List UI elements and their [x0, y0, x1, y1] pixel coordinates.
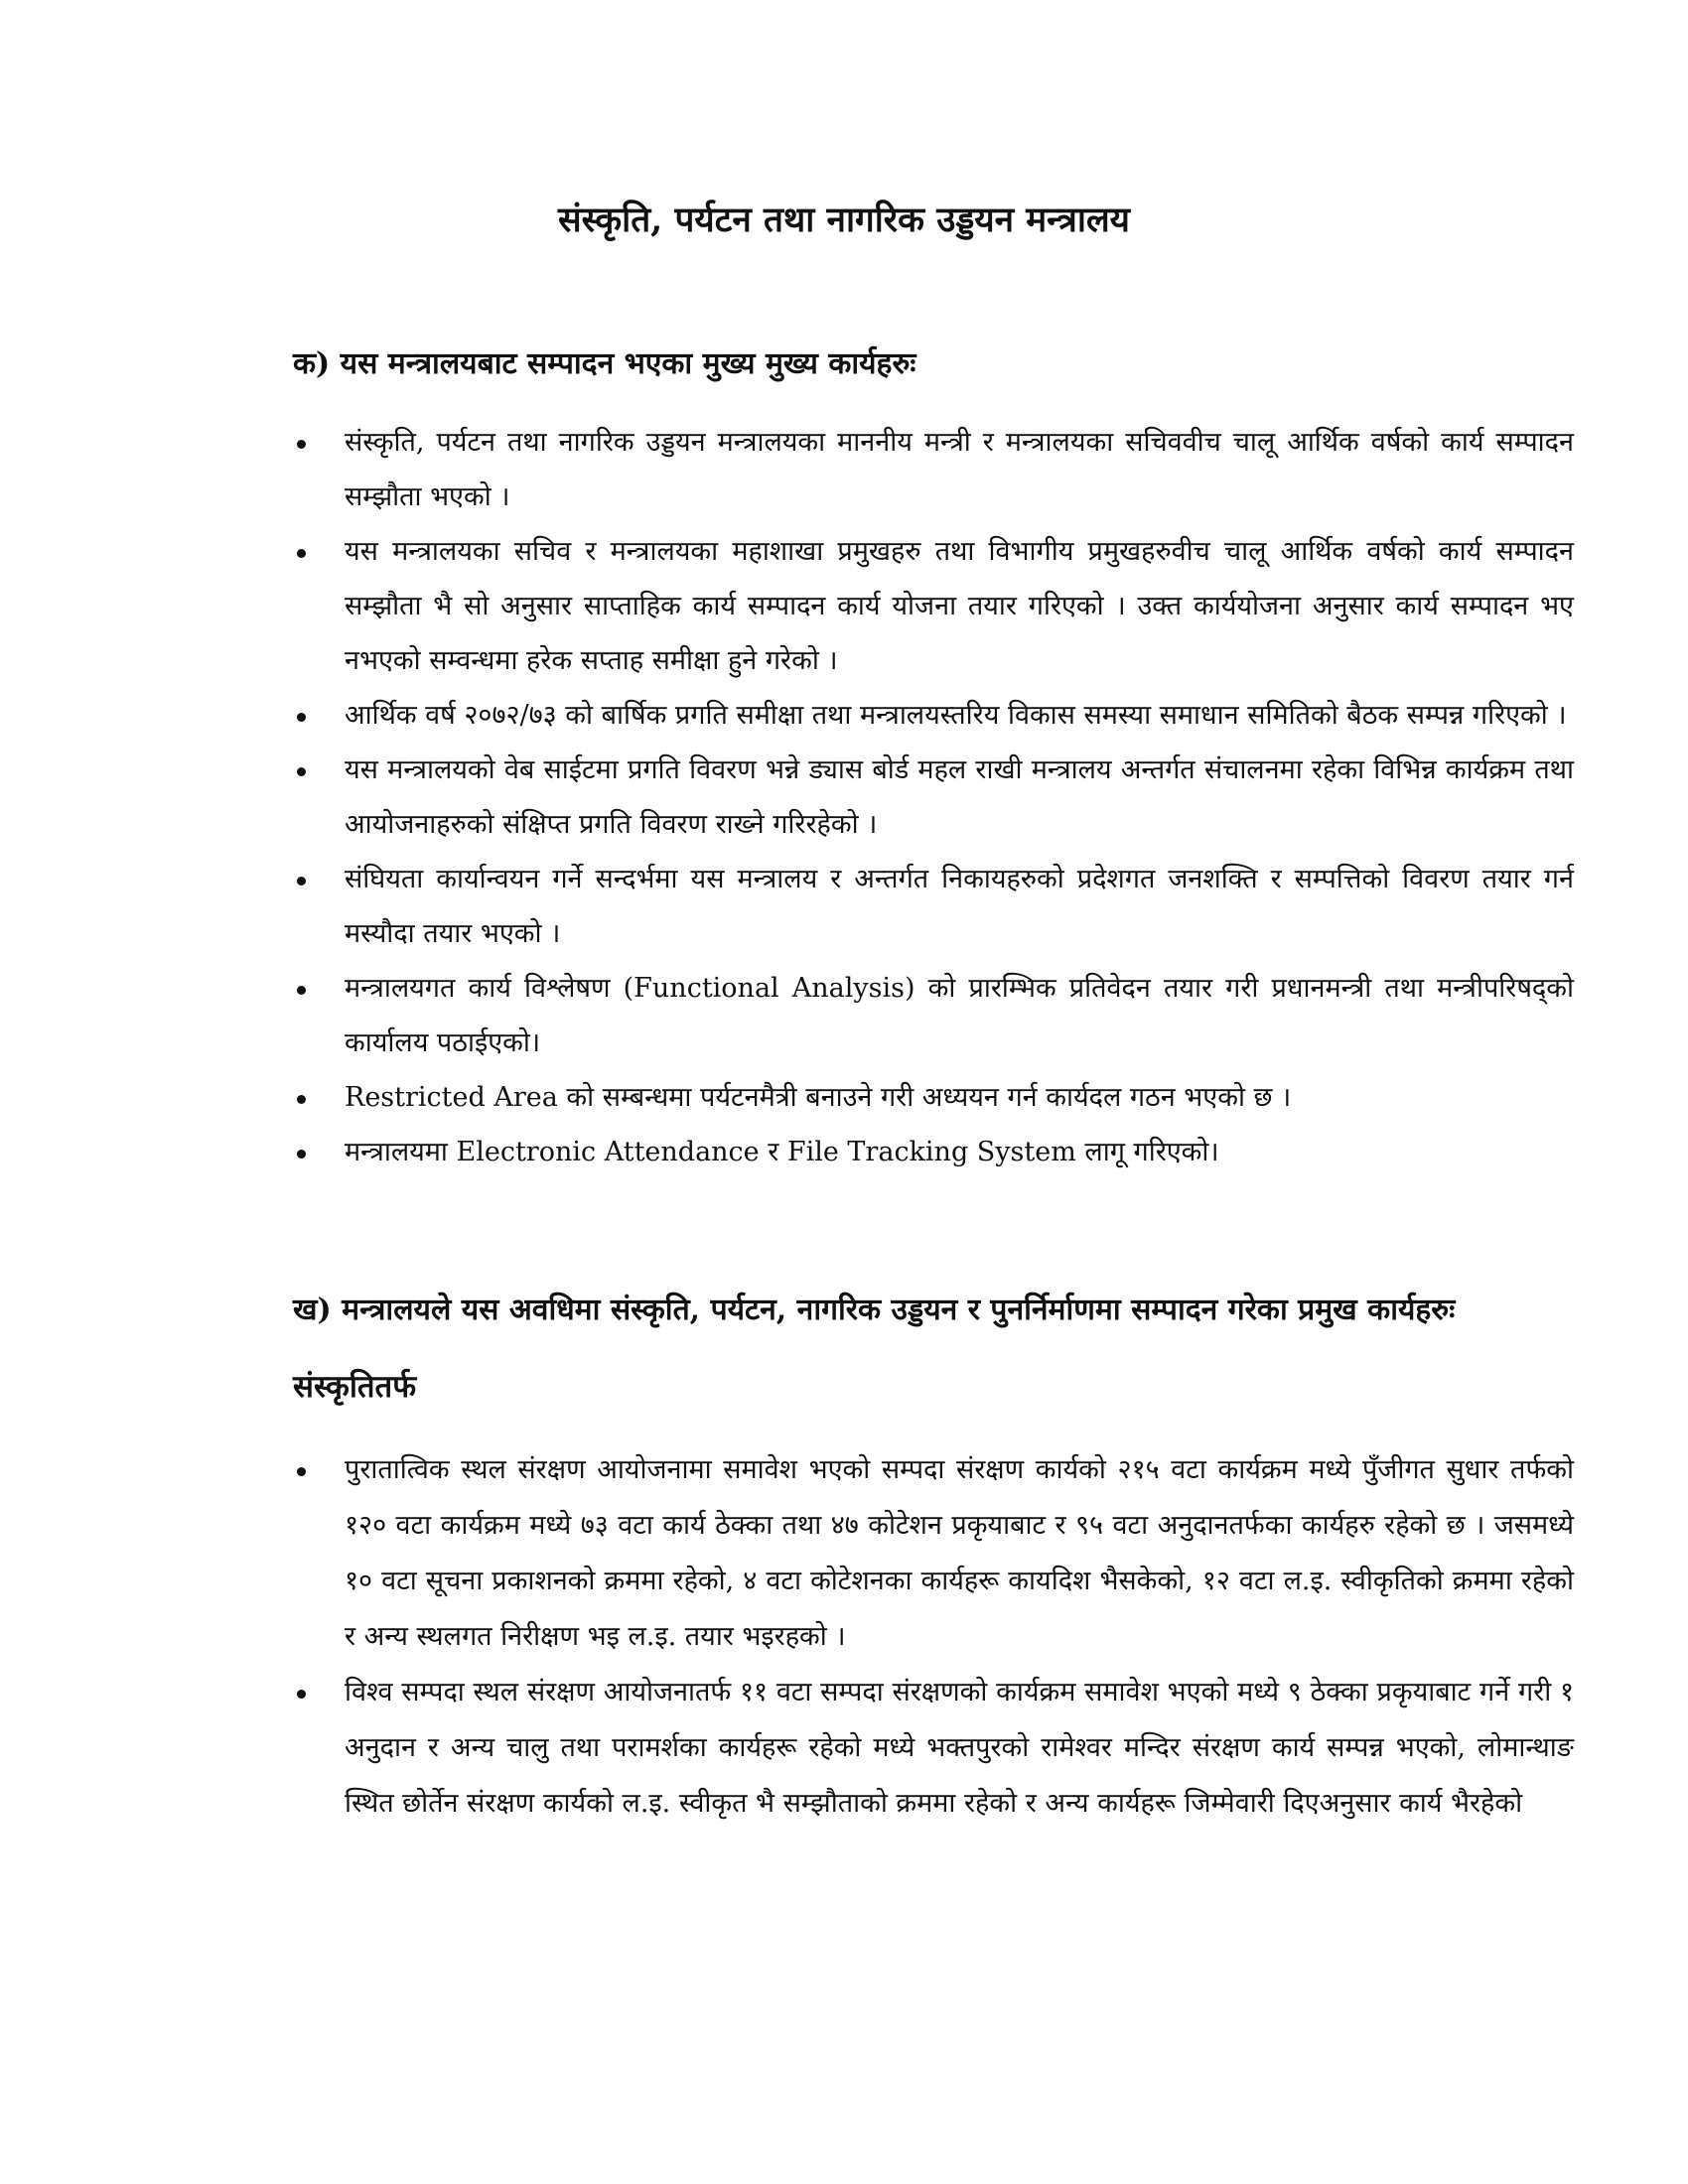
- list-item: [293, 1665, 1574, 1832]
- page-title: संस्कृति, पर्यटन तथा नागरिक उड्डयन मन्त्रालय: [558, 200, 1130, 240]
- list-item-text: मन्त्रालयमा Electronic Attendance र File Tracking System लागू गरिएको।: [345, 1137, 1219, 1167]
- list-item-text: संस्कृति, पर्यटन तथा नागरिक उड्डयन मन्त्रालयका माननीय मन्त्री र मन्त्रालयका सचिववीच चालू आर्थिक वर्षको कार्य सम्पादन सम्झौता भएको ।: [345, 427, 1574, 512]
- bullet-icon: [297, 767, 306, 776]
- bullet-icon: [297, 877, 306, 886]
- list-item: [293, 1442, 1574, 1665]
- bullet-icon: [297, 549, 306, 558]
- bullet-icon: [297, 986, 306, 995]
- list-item: [293, 961, 1574, 1070]
- list-item-text: Restricted Area को सम्बन्धमा पर्यटनमैत्री बनाउने गरी अध्ययन गर्न कार्यदल गठन भएको छ ।: [345, 1082, 1292, 1113]
- list-item-text: संघियता कार्यान्वयन गर्ने सन्दर्भमा यस मन्त्रालय र अन्तर्गत निकायहरुको प्रदेशगत जनशक्ति र सम्पत्तिको विवरण तयार गर्न मस्यौदा तयार भएको ।: [345, 864, 1574, 949]
- list-item-text: यस मन्त्रालयको वेब साईटमा प्रगति विवरण भन्ने ड्यास बोर्ड महल राखी मन्त्रालय अन्तर्गत संचालनमा रहेका विभिन्न कार्यक्रम तथा आयोजनाहरुको संक्षिप्त प्रगति विवरण राख्ने गरिरहेको ।: [345, 754, 1574, 840]
- section-b-subheading: संस्कृतितर्फ: [293, 1369, 417, 1405]
- list-item-text: यस मन्त्रालयका सचिव र मन्त्रालयका महाशाखा प्रमुखहरु तथा विभागीय प्रमुखहरुवीच चालू आर्थिक वर्षको कार्य सम्पादन सम्झौता भै सो अनुसार साप्ताहिक कार्य सम्पादन कार्य योजना तयार गरिएको । उक्त कार्ययोजना अनुसार कार्य सम्पादन भए नभएको सम्वन्धमा हरेक सप्ताह समीक्षा हुने गरेको ।: [345, 536, 1574, 676]
- section-a-list: [293, 415, 1574, 1179]
- list-item: [293, 1125, 1574, 1179]
- bullet-icon: [297, 1467, 306, 1476]
- list-item: [293, 852, 1574, 961]
- section-b-list: [293, 1442, 1574, 1832]
- bullet-icon: [297, 1095, 306, 1104]
- list-item: [293, 1070, 1574, 1125]
- list-item-text: मन्त्रालयगत कार्य विश्लेषण (Functional Analysis) को प्रारम्भिक प्रतिवेदन तयार गरी प्रधानमन्त्री तथा मन्त्रीपरिषद्को कार्यालय पठाईएको।: [345, 973, 1574, 1058]
- bullet-icon: [297, 440, 306, 449]
- list-item-text: पुरातात्विक स्थल संरक्षण आयोजनामा समावेश भएको सम्पदा संरक्षण कार्यको २१५ वटा कार्यक्रम मध्ये पुँजीगत सुधार तर्फको १२० वटा कार्यक्रम मध्ये ७३ वटा कार्य ठेक्का तथा ४७ कोटेशन प्रकृयाबाट र ९५ वटा अनुदानतर्फका कार्यहरु रहेको छ । जसमध्ये १० वटा सूचना प्रकाशनको क्रममा रहेको, ४ वटा कोटेशनका कार्यहरू कायदिश भैसकेको, १२ वटा ल.इ. स्वीकृतिको क्रममा रहेको र अन्य स्थलगत निरीक्षण भइ ल.इ. तयार भइरहको ।: [345, 1454, 1574, 1652]
- bullet-icon: [297, 1150, 306, 1159]
- list-item: [293, 415, 1574, 524]
- list-item-text: आर्थिक वर्ष २०७२/७३ को बार्षिक प्रगति समीक्षा तथा मन्त्रालयस्तरिय विकास समस्या समाधान समितिको बैठक सम्पन्न गरिएको ।: [345, 700, 1567, 731]
- list-item-text: विश्व सम्पदा स्थल संरक्षण आयोजनातर्फ ११ वटा सम्पदा संरक्षणको कार्यक्रम समावेश भएको मध्ये ९ ठेक्का प्रकृयाबाट गर्ने गरी १ अनुदान र अन्य चालु तथा परामर्शका कार्यहरू रहेको मध्ये भक्तपुरको रामेश्वर मन्दिर संरक्षण कार्य सम्पन्न भएको, लोमान्थाङ स्थित छोर्तेन संरक्षण कार्यको ल.इ. स्वीकृत भै सम्झौताको क्रममा रहेको र अन्य कार्यहरू जिम्मेवारी दिएअनुसार कार्य भैरहेको: [345, 1677, 1574, 1819]
- bullet-icon: [297, 713, 306, 722]
- list-item: [293, 743, 1574, 852]
- section-a-heading: क) यस मन्त्रालयबाट सम्पादन भएका मुख्य मुख्य कार्यहरुः: [293, 346, 916, 381]
- list-item: [293, 524, 1574, 688]
- section-b-heading: ख) मन्त्रालयले यस अवधिमा संस्कृति, पर्यटन, नागरिक उड्डयन र पुनर्निर्माणमा सम्पादन गरेका प्रमुख कार्यहरुः: [293, 1293, 1456, 1327]
- bullet-icon: [297, 1690, 306, 1699]
- list-item: [293, 688, 1574, 743]
